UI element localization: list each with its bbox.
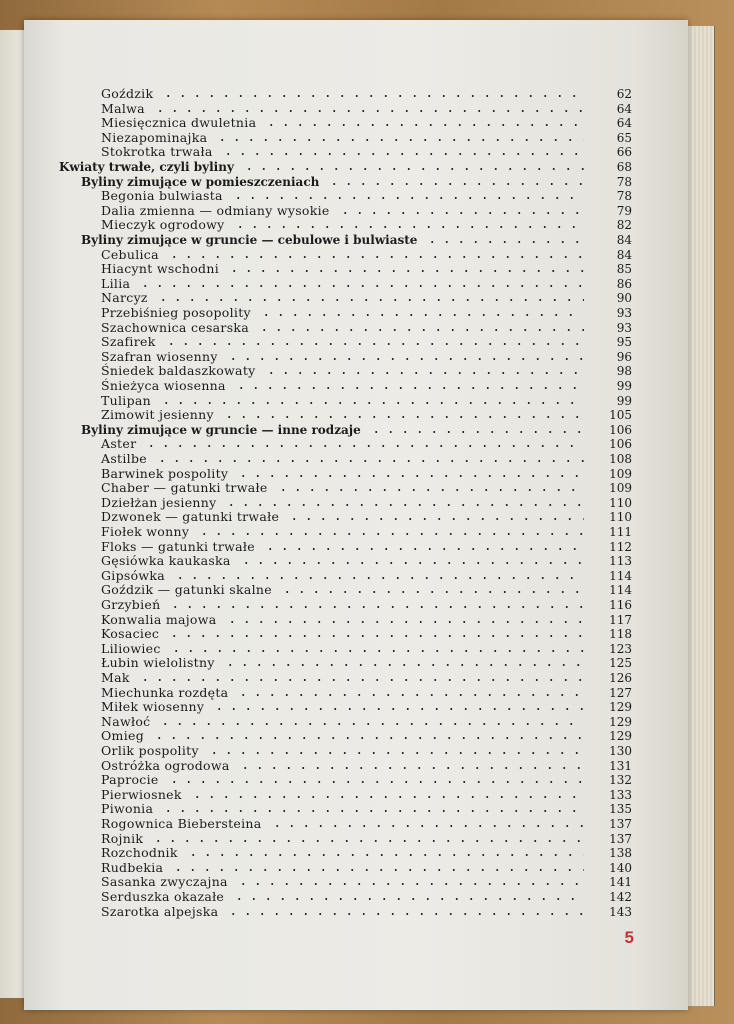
- toc-entry-title: Byliny zimujące w gruncie — cebulowe i bulwiaste: [81, 233, 418, 247]
- toc-entry: [59, 160, 632, 174]
- toc-entry-title: Niezapominajka: [101, 129, 208, 145]
- toc-entry-page: 109: [609, 481, 632, 496]
- dot-leader: [167, 781, 584, 783]
- toc-entry-page: 86: [616, 276, 632, 291]
- toc-entry: [101, 715, 632, 729]
- toc-entry: [101, 204, 632, 218]
- toc-entry-page: 117: [609, 612, 632, 627]
- toc-entry-title: Kwiaty trwałe, czyli byliny: [59, 160, 234, 174]
- dot-leader: [231, 197, 584, 199]
- toc-entry-title: Śnieżyca wiosenna: [101, 378, 226, 393]
- toc-entry: [81, 423, 632, 437]
- toc-entry: [101, 189, 632, 203]
- toc-entry: [101, 408, 632, 422]
- toc-entry: [101, 540, 632, 554]
- toc-entry-page: 79: [616, 203, 632, 218]
- toc-entry-title: Barwinek pospolity: [101, 465, 229, 481]
- toc-entry: [101, 656, 632, 670]
- dot-leader: [264, 124, 584, 126]
- toc-entry-title: Hiacynt wschodni: [101, 261, 220, 277]
- dot-leader: [287, 518, 584, 520]
- toc-entry: [101, 569, 632, 583]
- toc-entry-page: 108: [609, 452, 632, 466]
- toc-entry: [101, 481, 632, 495]
- toc-entry-page: 125: [609, 656, 632, 671]
- dot-leader: [327, 183, 584, 185]
- toc-entry-title: Dziełżan jesienny: [101, 494, 217, 510]
- dot-leader: [369, 431, 584, 433]
- toc-entry-title: Stokrotka trwała: [101, 144, 213, 160]
- dot-leader: [221, 153, 584, 155]
- toc-entry-page: 129: [609, 714, 632, 729]
- dot-leader: [186, 854, 584, 856]
- dot-leader: [263, 548, 584, 550]
- dot-leader: [138, 679, 584, 681]
- toc-entry: [101, 744, 632, 758]
- toc-entry-title: Szachownica cesarska: [101, 319, 250, 335]
- toc-entry-title: Lilia: [101, 275, 131, 291]
- dot-leader: [171, 869, 584, 871]
- toc-entry-page: 82: [616, 218, 632, 233]
- toc-entry-page: 64: [616, 101, 632, 116]
- toc-entry-title: Rozchodnik: [101, 845, 178, 861]
- toc-entry-title: Szafirek: [101, 334, 156, 350]
- dot-leader: [156, 299, 584, 301]
- book-page: [24, 20, 688, 1010]
- dot-leader: [224, 504, 584, 506]
- dot-leader: [226, 358, 584, 360]
- toc-entry-title: Sasanka zwyczajna: [101, 874, 228, 890]
- toc-entry-page: 135: [609, 802, 632, 817]
- toc-entry-title: Miesięcznica dwuletnia: [101, 115, 257, 131]
- toc-entry-page: 84: [616, 233, 632, 247]
- toc-entry-title: Piwonia: [101, 801, 154, 817]
- toc-entry: [101, 116, 632, 130]
- toc-entry-title: Mieczyk ogrodowy: [101, 217, 225, 233]
- toc-entry-page: 93: [616, 306, 632, 320]
- table-of-contents: [24, 20, 688, 1010]
- toc-entry: [101, 613, 632, 627]
- dot-leader: [236, 475, 584, 477]
- toc-entry-title: Miłek wiosenny: [101, 699, 205, 715]
- toc-entry-title: Byliny zimujące w gruncie — inne rodzaje: [81, 422, 361, 437]
- toc-entry-page: 141: [609, 875, 632, 890]
- toc-entry: [101, 350, 632, 364]
- dot-leader: [227, 270, 584, 272]
- toc-entry-page: 99: [616, 393, 632, 408]
- toc-entry-page: 105: [609, 408, 632, 423]
- toc-entry: [101, 379, 632, 393]
- toc-entry-page: 62: [616, 87, 632, 101]
- toc-entry-title: Astilbe: [101, 451, 147, 466]
- toc-entry-title: Byliny zimujące w pomieszczeniach: [81, 174, 320, 189]
- toc-entry-page: 130: [609, 744, 632, 758]
- toc-entry-page: 90: [616, 291, 632, 306]
- dot-leader: [242, 168, 584, 170]
- toc-entry: [101, 335, 632, 349]
- toc-entry: [101, 364, 632, 378]
- toc-entry-title: Floks — gatunki trwałe: [101, 538, 255, 554]
- toc-entry-title: Tulipan: [101, 392, 151, 408]
- toc-entry: [81, 233, 632, 247]
- dot-leader: [138, 285, 584, 287]
- toc-entry-page: 137: [609, 831, 632, 846]
- toc-entry-page: 65: [616, 130, 632, 145]
- toc-entry-title: Kosaciec: [101, 626, 160, 642]
- toc-entry-page: 113: [609, 554, 632, 569]
- toc-entry: [101, 802, 632, 816]
- toc-entry-title: Szarotka alpejska: [101, 903, 219, 919]
- toc-entry: [101, 905, 632, 919]
- toc-entry-page: 133: [609, 787, 632, 802]
- toc-entry: [101, 496, 632, 510]
- toc-entry: [101, 729, 632, 743]
- dot-leader: [264, 372, 584, 374]
- toc-entry-page: 126: [609, 671, 632, 685]
- dot-leader: [197, 533, 584, 535]
- toc-entry: [101, 262, 632, 276]
- dot-leader: [232, 898, 584, 900]
- toc-entry: [101, 598, 632, 612]
- toc-entry-page: 95: [616, 335, 632, 350]
- toc-entry-page: 132: [609, 773, 632, 788]
- toc-entry: [101, 437, 632, 451]
- dot-leader: [167, 635, 584, 637]
- toc-entry-page: 78: [616, 189, 632, 204]
- dot-leader: [223, 664, 584, 666]
- dot-leader: [151, 840, 584, 842]
- dot-leader: [257, 329, 584, 331]
- dot-leader: [168, 606, 584, 608]
- toc-entry-page: 112: [609, 539, 632, 554]
- dot-leader: [173, 577, 584, 579]
- toc-entry-title: Goździk: [101, 86, 154, 101]
- toc-entry: [101, 583, 632, 597]
- toc-entry-title: Fiołek wonny: [101, 524, 190, 539]
- toc-entry: [101, 452, 632, 466]
- toc-entry-page: 123: [609, 641, 632, 656]
- toc-entry-page: 118: [609, 627, 632, 642]
- toc-entry-title: Rudbekia: [101, 859, 164, 875]
- toc-entry: [101, 145, 632, 159]
- toc-entry-page: 114: [609, 583, 632, 598]
- toc-entry-page: 85: [616, 262, 632, 277]
- toc-entry: [101, 248, 632, 262]
- toc-entry-page: 111: [609, 525, 632, 539]
- toc-entry-title: Goździk — gatunki skalne: [101, 582, 272, 598]
- toc-entry: [101, 700, 632, 714]
- toc-entry-title: Szafran wiosenny: [101, 348, 218, 364]
- toc-entry-title: Grzybień: [101, 597, 161, 612]
- dot-leader: [239, 562, 584, 564]
- dot-leader: [236, 883, 584, 885]
- dot-leader: [225, 621, 584, 623]
- toc-entry-page: 127: [609, 685, 632, 700]
- dot-leader: [280, 591, 584, 593]
- toc-entry-title: Rojnik: [101, 830, 144, 846]
- dot-leader: [207, 752, 584, 754]
- toc-entry-page: 110: [609, 510, 632, 525]
- toc-entry-page: 68: [616, 160, 632, 174]
- toc-entry-page: 66: [616, 145, 632, 160]
- dot-leader: [212, 708, 584, 710]
- toc-entry-title: Chaber — gatunki trwałe: [101, 480, 268, 496]
- toc-entry: [101, 875, 632, 889]
- toc-entry: [101, 87, 632, 101]
- toc-entry-page: 106: [609, 422, 632, 437]
- toc-entry-title: Dalia zmienna — odmiany wysokie: [101, 202, 330, 218]
- toc-entry: [101, 817, 632, 831]
- toc-entry: [101, 890, 632, 904]
- toc-entry-title: Paprocie: [101, 772, 159, 788]
- toc-entry-title: Zimowit jesienny: [101, 407, 214, 423]
- toc-entry: [101, 291, 632, 305]
- toc-entry: [101, 277, 632, 291]
- facing-page-edge: [0, 30, 27, 998]
- dot-leader: [276, 489, 584, 491]
- toc-entry: [101, 861, 632, 875]
- toc-entry-title: Łubin wielolistny: [101, 655, 215, 671]
- toc-entry-title: Miechunka rozdęta: [101, 684, 229, 700]
- toc-entry-title: Mak: [101, 670, 130, 685]
- dot-leader: [190, 796, 584, 798]
- dot-leader: [159, 402, 584, 404]
- toc-entry-page: 98: [616, 364, 632, 379]
- toc-entry-page: 140: [609, 860, 632, 875]
- toc-entry-page: 106: [609, 437, 632, 452]
- toc-entry-title: Gipsówka: [101, 567, 166, 583]
- toc-entry-title: Nawłoć: [101, 713, 151, 729]
- toc-entry: [101, 773, 632, 787]
- toc-entry-title: Begonia bulwiasta: [101, 188, 223, 204]
- dot-leader: [259, 314, 584, 316]
- toc-entry: [81, 175, 632, 189]
- dot-leader: [222, 416, 584, 418]
- toc-entry-page: 142: [609, 890, 632, 904]
- toc-entry: [101, 321, 632, 335]
- dot-leader: [161, 95, 584, 97]
- dot-leader: [155, 460, 584, 462]
- toc-entry-page: 114: [609, 568, 632, 583]
- toc-entry-page: 78: [616, 174, 632, 189]
- dot-leader: [338, 212, 584, 214]
- toc-entry: [101, 554, 632, 568]
- toc-entry-page: 116: [609, 598, 632, 612]
- toc-entry-page: 96: [616, 349, 632, 364]
- toc-entry-title: Śniedek baldaszkowaty: [101, 363, 256, 379]
- toc-entry-title: Orlik pospolity: [101, 743, 199, 758]
- dot-leader: [425, 241, 584, 243]
- toc-entry-page: 129: [609, 700, 632, 715]
- toc-entry-title: Aster: [101, 436, 137, 452]
- toc-entry-title: Malwa: [101, 100, 145, 116]
- toc-entry-page: 138: [609, 846, 632, 861]
- toc-entry-page: 84: [616, 247, 632, 262]
- dot-leader: [236, 694, 584, 696]
- toc-entry: [101, 218, 632, 232]
- toc-entry-title: Narcyz: [101, 290, 148, 306]
- toc-entry: [101, 102, 632, 116]
- toc-entry-title: Przebiśnieg posopolity: [101, 305, 251, 320]
- dot-leader: [226, 913, 584, 915]
- toc-entry-title: Pierwiosnek: [101, 786, 182, 802]
- toc-entry-page: 99: [616, 379, 632, 393]
- toc-entry-title: Konwalia majowa: [101, 611, 217, 627]
- dot-leader: [270, 825, 584, 827]
- dot-leader: [238, 767, 584, 769]
- toc-entry: [101, 671, 632, 685]
- toc-entry: [101, 642, 632, 656]
- toc-entry: [101, 525, 632, 539]
- toc-entry-title: Omieg: [101, 728, 144, 744]
- toc-entry-page: 131: [609, 758, 632, 773]
- toc-entry-page: 129: [609, 729, 632, 744]
- toc-entry: [101, 467, 632, 481]
- toc-entry-page: 64: [616, 116, 632, 131]
- toc-entry: [101, 686, 632, 700]
- toc-entry-title: Liliowiec: [101, 640, 161, 656]
- toc-entry: [101, 627, 632, 641]
- toc-entry: [101, 131, 632, 145]
- toc-entry-page: 137: [609, 817, 632, 831]
- dot-leader: [215, 139, 584, 141]
- toc-entry: [101, 759, 632, 773]
- toc-entry: [101, 394, 632, 408]
- toc-entry: [101, 510, 632, 524]
- toc-entry-title: Dzwonek — gatunki trwałe: [101, 509, 280, 525]
- dot-leader: [152, 737, 584, 739]
- toc-entry-page: 109: [609, 466, 632, 481]
- dot-leader: [158, 723, 584, 725]
- toc-entry-page: 93: [616, 320, 632, 335]
- page-number: 5: [624, 928, 634, 947]
- toc-entry-page: 110: [609, 495, 632, 510]
- toc-entry: [101, 832, 632, 846]
- toc-entry-title: Rogownica Biebersteina: [101, 816, 262, 831]
- dot-leader: [144, 445, 584, 447]
- toc-entry: [101, 846, 632, 860]
- toc-entry-title: Serduszka okazałe: [101, 889, 225, 904]
- toc-entry-title: Ostróżka ogrodowa: [101, 757, 230, 773]
- toc-entry-title: Gęsiówka kaukaska: [101, 553, 231, 569]
- toc-entry: [101, 306, 632, 320]
- dot-leader: [161, 810, 584, 812]
- dot-leader: [169, 650, 584, 652]
- dot-leader: [234, 387, 584, 389]
- toc-entry-title: Cebulica: [101, 246, 159, 262]
- page-stack-edge: [684, 26, 715, 1006]
- dot-leader: [167, 256, 584, 258]
- dot-leader: [153, 110, 584, 112]
- dot-leader: [164, 343, 584, 345]
- dot-leader: [233, 226, 584, 228]
- toc-entry-page: 143: [609, 904, 632, 919]
- toc-entry: [101, 788, 632, 802]
